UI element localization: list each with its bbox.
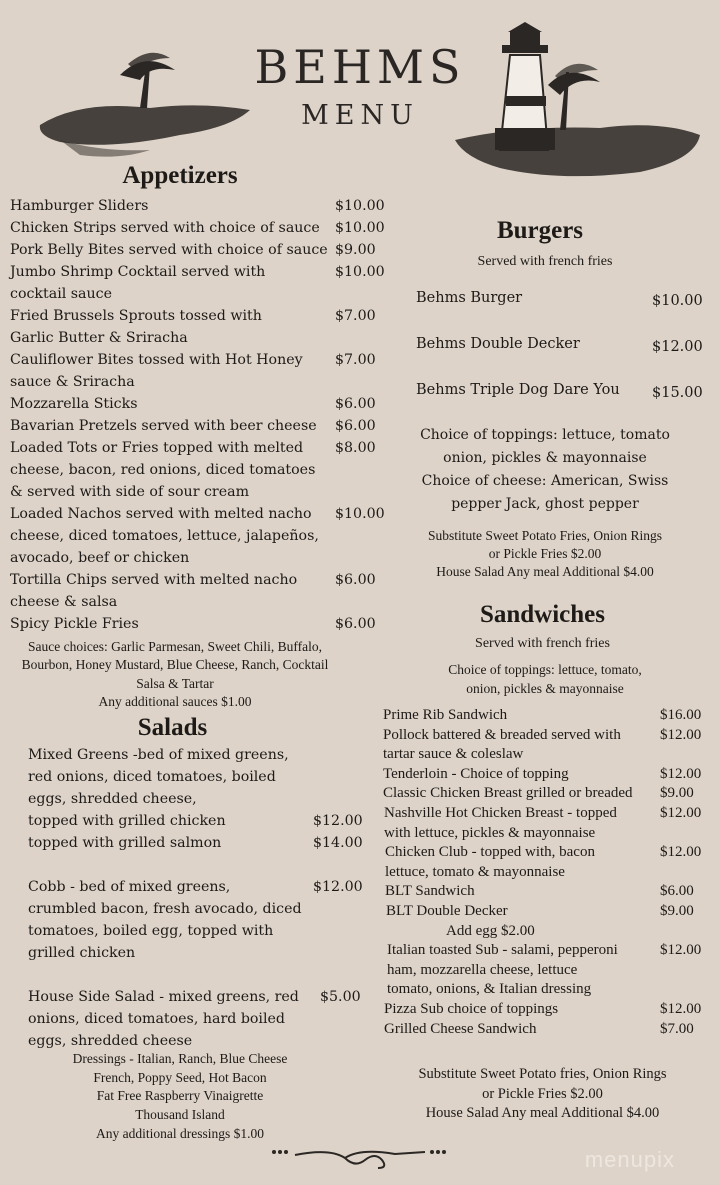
sauce-note-line: Any additional sauces $1.00: [98, 694, 252, 710]
appetizer-line: Tortilla Chips served with melted nacho: [10, 572, 298, 588]
appetizers-title: Appetizers: [122, 162, 238, 189]
burger-name: Behms Double Decker: [416, 336, 580, 352]
sandwich-price: $9.00: [660, 903, 694, 919]
burger-toppings-line: Choice of toppings: lettuce, tomato: [420, 427, 670, 443]
sandwich-line: Add egg $2.00: [446, 922, 535, 939]
sandwich-line: tomato, onions, & Italian dressing: [387, 981, 592, 998]
sandwich-toppings-line: onion, pickles & mayonnaise: [466, 680, 624, 696]
salad-line: eggs, shredded cheese,: [28, 791, 197, 807]
burger-toppings-line: pepper Jack, ghost pepper: [451, 496, 639, 512]
burger-subs-line: House Salad Any meal Additional $4.00: [436, 564, 654, 579]
appetizer-price: $10.00: [335, 506, 385, 522]
appetizer-price: $7.00: [335, 308, 376, 324]
appetizer-line: sauce & Sriracha: [10, 374, 135, 390]
appetizer-line: avocado, beef or chicken: [10, 550, 190, 566]
sandwich-price: $6.00: [660, 883, 694, 900]
salad-line: red onions, diced tomatoes, boiled: [28, 769, 276, 785]
salad-line: grilled chicken: [28, 945, 136, 961]
appetizer-price: $6.00: [335, 418, 376, 434]
appetizer-line: Loaded Nachos served with melted nacho: [10, 506, 312, 522]
dressing-note-line: Fat Free Raspberry Vinaigrette: [96, 1088, 264, 1104]
sandwich-line: with lettuce, pickles & mayonnaise: [384, 824, 596, 841]
sandwich-price: $12.00: [660, 805, 702, 821]
sandwich-price: $16.00: [660, 707, 702, 723]
burger-name: Behms Burger: [416, 290, 523, 306]
appetizer-line: cocktail sauce: [10, 286, 112, 302]
dressing-note-line: Thousand Island: [135, 1107, 225, 1123]
sandwich-line: lettuce, tomato & mayonnaise: [385, 863, 565, 880]
salad-price: $14.00: [313, 835, 363, 851]
salad-price: $5.00: [320, 989, 361, 1005]
sandwich-price: $12.00: [660, 844, 702, 861]
sandwich-price: $12.00: [660, 765, 702, 782]
appetizer-line: cheese & salsa: [10, 594, 118, 610]
appetizer-line: Fried Brussels Sprouts tossed with: [10, 308, 262, 324]
sandwich-toppings-line: Choice of toppings: lettuce, tomato,: [448, 662, 642, 677]
sandwich-price: $12.00: [660, 942, 702, 959]
dressing-note-line: Any additional dressings $1.00: [96, 1125, 264, 1141]
salad-line: crumbled bacon, fresh avocado, diced: [28, 901, 302, 917]
sandwich-line: Italian toasted Sub - salami, pepperoni: [387, 942, 618, 959]
sandwich-line: Pollock battered & breaded served with: [383, 726, 621, 743]
salad-line: eggs, shredded cheese: [28, 1033, 193, 1049]
menu-heading: MENU: [301, 100, 419, 131]
appetizer-price: $6.00: [335, 616, 376, 632]
sandwich-line: BLT Sandwich: [385, 883, 475, 900]
sandwiches-subtitle: Served with french fries: [475, 636, 610, 651]
appetizer-line: Loaded Tots or Fries topped with melted: [10, 440, 304, 456]
sandwich-line: BLT Double Decker: [386, 903, 508, 919]
sandwich-line: Grilled Cheese Sandwich: [384, 1020, 537, 1037]
salad-line: Cobb - bed of mixed greens,: [28, 879, 231, 895]
sandwiches-title: Sandwiches: [479, 601, 606, 628]
salad-line: onions, diced tomatoes, hard boiled: [28, 1011, 285, 1027]
appetizer-line: & served with side of sour cream: [10, 484, 250, 500]
sandwich-price: $7.00: [660, 1020, 694, 1037]
sandwich-price: $12.00: [660, 726, 702, 743]
salad-option: topped with grilled salmon: [28, 835, 222, 851]
sandwich-line: ham, mozzarella cheese, lettuce: [387, 961, 578, 978]
sandwich-subs-line: Substitute Sweet Potato fries, Onion Rings: [418, 1066, 667, 1082]
salads-title: Salads: [137, 714, 208, 741]
burger-name: Behms Triple Dog Dare You: [416, 382, 620, 398]
sandwich-price: $9.00: [660, 785, 694, 802]
appetizer-line: Pork Belly Bites served with choice of sauce: [10, 242, 328, 258]
burger-price: $12.00: [652, 339, 703, 355]
lighthouse-illustration: [455, 22, 700, 176]
sandwich-line: Prime Rib Sandwich: [383, 707, 508, 723]
salad-line: tomatoes, boiled egg, topped with: [28, 923, 274, 939]
sandwich-line: Nashville Hot Chicken Breast - topped: [384, 805, 617, 821]
sauce-note-line: Bourbon, Honey Mustard, Blue Cheese, Ranch, Cocktail: [21, 657, 329, 673]
burger-subs-line: Substitute Sweet Potato Fries, Onion Rings: [427, 528, 662, 543]
sandwich-line: tartar sauce & coleslaw: [383, 746, 524, 763]
sandwich-price: $12.00: [660, 1001, 702, 1017]
appetizer-price: $10.00: [335, 264, 385, 280]
appetizer-line: Jumbo Shrimp Cocktail served with: [10, 264, 266, 280]
appetizer-line: Bavarian Pretzels served with beer cheese: [10, 418, 317, 434]
salad-price: $12.00: [313, 879, 363, 895]
dressing-note-line: Dressings - Italian, Ranch, Blue Cheese: [72, 1051, 288, 1066]
sandwich-line: Tenderloin - Choice of topping: [383, 765, 569, 782]
appetizer-line: Mozzarella Sticks: [10, 396, 138, 412]
burger-price: $10.00: [652, 293, 703, 309]
left-island-illustration: [40, 53, 250, 157]
watermark: menupix: [584, 1147, 675, 1172]
appetizer-line: Garlic Butter & Sriracha: [10, 330, 188, 346]
burger-price: $15.00: [652, 385, 703, 401]
sandwich-line: Pizza Sub choice of toppings: [384, 1001, 559, 1017]
burgers-subtitle: Served with french fries: [477, 254, 613, 269]
burgers-title: Burgers: [496, 217, 584, 244]
appetizer-line: cheese, bacon, red onions, diced tomatoes: [10, 462, 316, 478]
appetizer-price: $10.00: [335, 220, 385, 236]
salad-price: $12.00: [313, 813, 363, 829]
sandwich-line: Chicken Club - topped with, bacon: [385, 844, 595, 861]
appetizer-price: $8.00: [335, 440, 376, 456]
burger-subs-line: or Pickle Fries $2.00: [488, 546, 602, 561]
appetizer-line: cheese, diced tomatoes, lettuce, jalapeños,: [10, 528, 319, 544]
burger-toppings-line: Choice of cheese: American, Swiss: [421, 473, 669, 489]
appetizer-price: $6.00: [335, 572, 376, 588]
restaurant-name: BEHMS: [254, 40, 466, 94]
appetizer-line: Cauliflower Bites tossed with Hot Honey: [10, 352, 303, 368]
sandwich-line: Classic Chicken Breast grilled or breaded: [383, 785, 633, 802]
burger-toppings-line: onion, pickles & mayonnaise: [443, 450, 647, 466]
salad-option: topped with grilled chicken: [28, 813, 226, 829]
salad-line: House Side Salad - mixed greens, red: [28, 989, 299, 1005]
sandwich-subs-line: or Pickle Fries $2.00: [482, 1085, 603, 1102]
appetizer-price: $7.00: [335, 352, 376, 368]
ornament-divider: [270, 1146, 450, 1176]
sauce-note-line: Salsa & Tartar: [136, 675, 214, 691]
sandwich-subs-line: House Salad Any meal Additional $4.00: [425, 1105, 660, 1121]
salad-line: Mixed Greens -bed of mixed greens,: [28, 747, 289, 763]
appetizer-line: Spicy Pickle Fries: [10, 616, 139, 632]
appetizer-price: $9.00: [335, 242, 376, 258]
dressing-note-line: French, Poppy Seed, Hot Bacon: [93, 1069, 267, 1085]
appetizer-price: $6.00: [335, 396, 376, 412]
appetizer-price: $10.00: [335, 198, 385, 214]
appetizer-line: Chicken Strips served with choice of sauce: [10, 220, 320, 236]
appetizer-line: Hamburger Sliders: [10, 198, 149, 214]
sauce-note-line: Sauce choices: Garlic Parmesan, Sweet Chili, Buffalo,: [27, 639, 323, 654]
